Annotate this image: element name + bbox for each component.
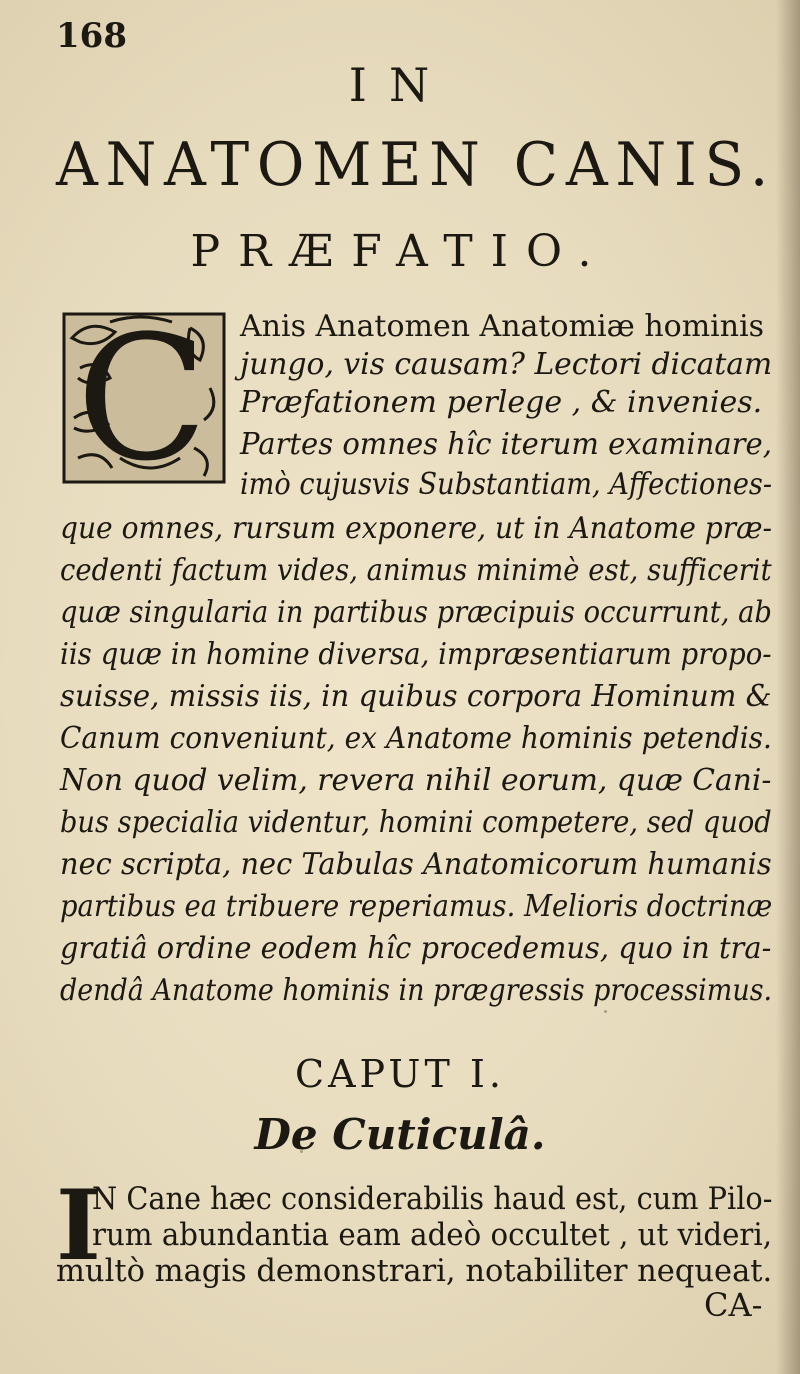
preface-line: Canum conveniunt, ex Anatome hominis petendis. <box>60 721 772 756</box>
preface-line: imò cujusvis Substantiam, Affectiones- <box>240 467 772 502</box>
body-line: rum abundantia eam adeò occultet , ut videri, <box>92 1217 773 1253</box>
section-title-praefatio: PRÆFATIO. <box>190 226 610 277</box>
ornamental-initial-c <box>60 308 230 488</box>
preface-line: quæ singularia in partibus præcipuis occurrunt, ab <box>60 595 772 630</box>
page-number: 168 <box>56 16 127 56</box>
chapter-initial: I <box>56 1169 101 1282</box>
main-title: ANATOMEN CANIS. <box>56 130 777 200</box>
preface-line: partibus ea tribuere reperiamus. Melioris doctrinæ <box>60 889 773 924</box>
preface-line: Partes omnes hîc iterum examinare, <box>240 427 772 462</box>
title-in: IN <box>348 58 452 112</box>
preface-line: Anis Anatomen Anatomiæ hominis <box>240 309 765 344</box>
catchword: CA- <box>704 1286 763 1324</box>
chapter-subtitle: De Cuticulâ. <box>254 1110 546 1159</box>
chapter-heading: CAPUT I. <box>295 1052 505 1096</box>
body-line: multò magis demonstrari, notabiliter nequeat. <box>56 1253 773 1289</box>
gutter-shadow <box>776 0 800 1374</box>
paper-speck <box>300 1150 303 1153</box>
preface-line: gratiâ ordine eodem hîc procedemus, quo in tra- <box>60 931 772 966</box>
svg-text:C: C <box>76 308 208 488</box>
body-line: N Cane hæc considerabilis haud est, cum Pilo- <box>92 1181 773 1217</box>
preface-line: nec scripta, nec Tabulas Anatomicorum humanis <box>60 847 772 882</box>
preface-line: jungo, vis causam? Lectori dicatam <box>240 347 773 382</box>
preface-line: que omnes, rursum exponere, ut in Anatome præ- <box>60 511 773 546</box>
paper-speck <box>150 520 153 523</box>
preface-line: Non quod velim, revera nihil eorum, quæ Cani- <box>60 763 772 798</box>
paper-speck <box>604 1010 607 1013</box>
preface-line: iis quæ in homine diversa, impræsentiarum propo- <box>60 637 772 672</box>
preface-line: suisse, missis iis, in quibus corpora Hominum & <box>60 679 772 714</box>
preface-line: dendâ Anatome hominis in prægressis processimus. <box>60 973 773 1008</box>
preface-line: Præfationem perlege , & invenies. <box>240 385 763 420</box>
preface-line: cedenti factum vides, animus minimè est, sufficerit <box>60 553 772 588</box>
preface-line: bus specialia videntur, homini competere, sed quod <box>60 805 772 840</box>
